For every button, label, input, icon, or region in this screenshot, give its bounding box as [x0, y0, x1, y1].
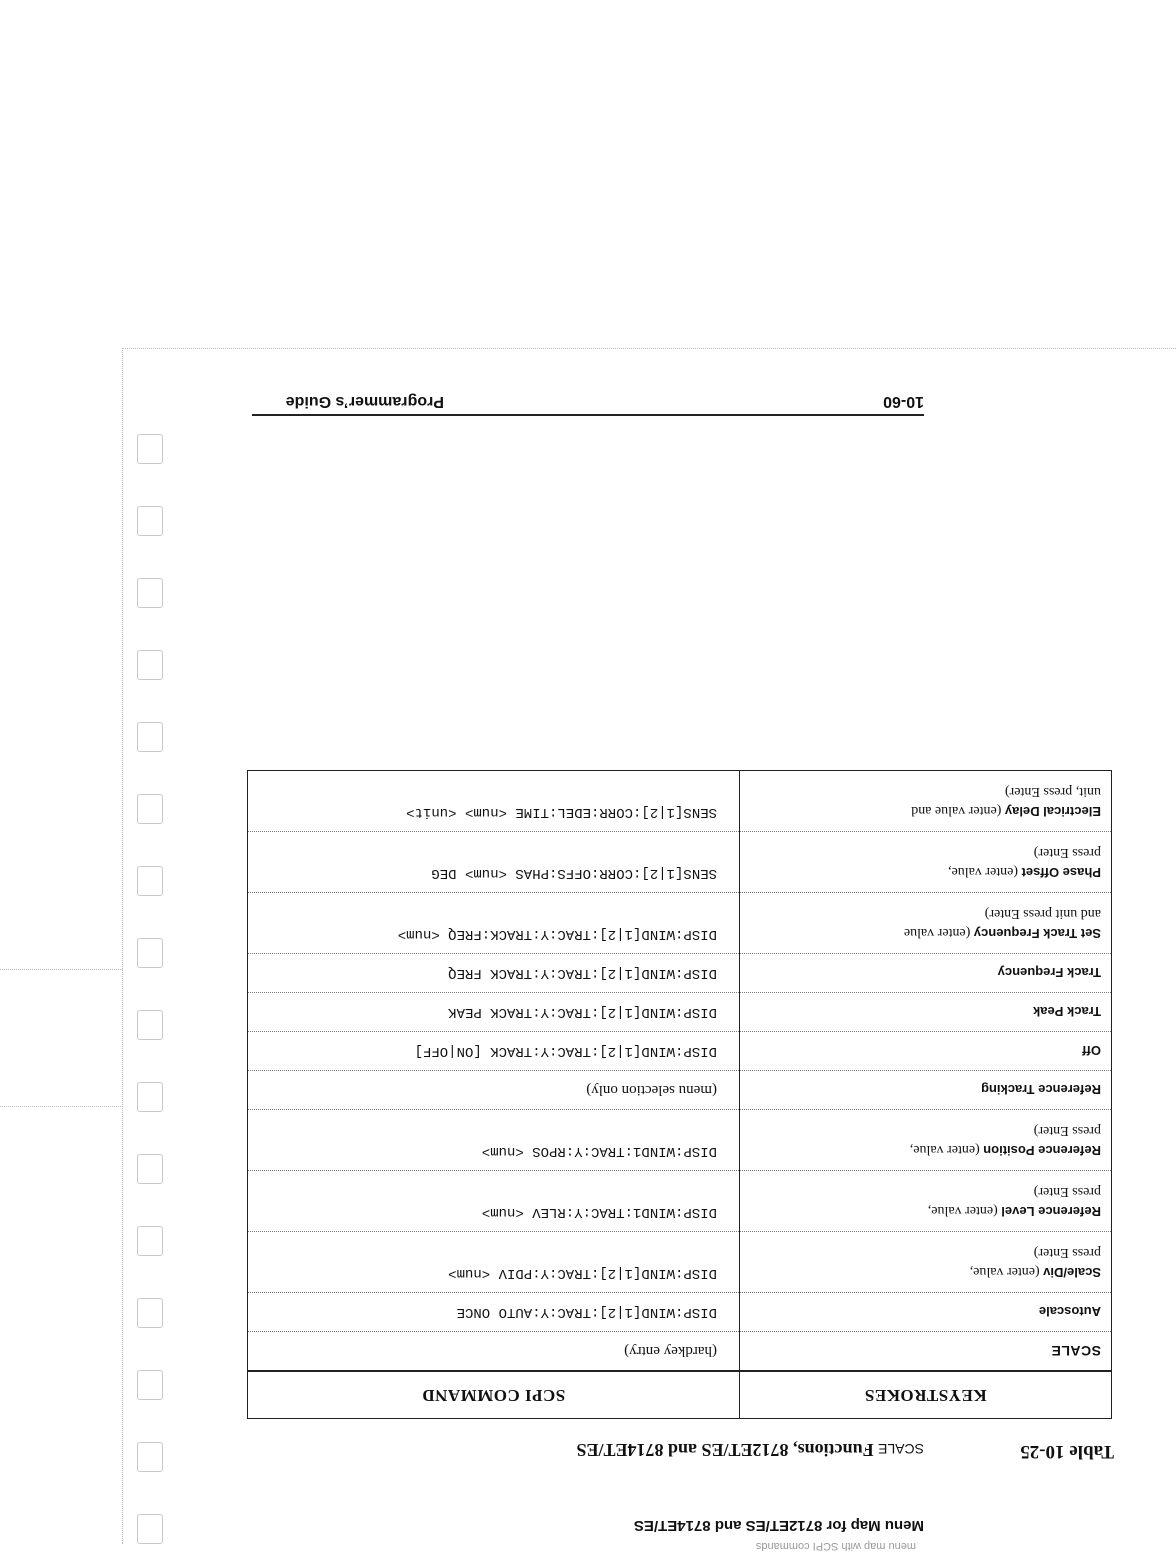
keystroke-note: (enter value, press Enter): [927, 1184, 1101, 1218]
scpi-cell: [248, 893, 740, 954]
scpi-command: DISP:WIND1:TRAC:Y:RLEV <num>: [481, 1204, 717, 1220]
table-row: [248, 1110, 1112, 1171]
binder-hole: [137, 1370, 163, 1400]
binder-hole: [137, 1226, 163, 1256]
table-row: [248, 832, 1112, 893]
scpi-cell: [248, 1293, 740, 1332]
table-row: [248, 1032, 1112, 1071]
scpi-cell: [248, 993, 740, 1032]
keystroke-label: Track Peak: [1033, 1004, 1101, 1019]
binder-hole: [137, 794, 163, 824]
table-caption: [254, 1436, 1114, 1462]
scpi-command-header: SCPI COMMAND: [248, 1371, 740, 1419]
binder-hole: [137, 1298, 163, 1328]
keystroke-note: (enter value, press Enter): [969, 1245, 1101, 1279]
fold-line: [0, 1106, 123, 1107]
table-row: [248, 1232, 1112, 1293]
scpi-cell: [248, 771, 740, 832]
table-title-scale: SCALE: [878, 1441, 924, 1457]
keystroke-label: Off: [1082, 1043, 1101, 1058]
scpi-command: (hardkey entry): [624, 1343, 717, 1359]
page-number: 10-60: [883, 393, 924, 410]
keystroke-cell: [740, 1071, 1112, 1110]
binder-hole: [137, 866, 163, 896]
binder-hole: [137, 578, 163, 608]
binder-hole: [137, 1010, 163, 1040]
footer-rule: [252, 414, 924, 416]
table-number: Table 10-25: [1020, 1441, 1114, 1462]
keystroke-label: Phase Offset: [1021, 865, 1101, 880]
keystroke-label: Electrical Delay: [1004, 804, 1101, 819]
table-row: [248, 993, 1112, 1032]
keystroke-label: Reference Level: [1001, 1204, 1101, 1219]
binder-hole: [137, 434, 163, 464]
keystroke-cell: [740, 1110, 1112, 1171]
table-row: [248, 1071, 1112, 1110]
keystroke-note: (enter value, press Enter): [948, 845, 1101, 879]
scpi-cell: [248, 832, 740, 893]
fold-line: [0, 969, 123, 970]
keystroke-cell: [740, 1232, 1112, 1293]
table-title-rest: Functions, 8712ET/ES and 8714ET/ES: [576, 1440, 874, 1460]
binder-holes: [133, 348, 163, 1544]
keystroke-cell: [740, 954, 1112, 993]
table-row: [248, 893, 1112, 954]
scpi-cell: [248, 1232, 740, 1293]
table-row: [248, 1171, 1112, 1232]
scpi-command: SENS[1|2]:CORR:OFFS:PHAS <num> DEG: [431, 865, 717, 881]
keystroke-note: (enter value and unit, press Enter): [911, 784, 1101, 818]
scpi-cell: [248, 1110, 740, 1171]
keystroke-cell: [740, 1171, 1112, 1232]
keystroke-label: Track Frequency: [997, 965, 1101, 980]
keystroke-label: Reference Tracking: [981, 1082, 1101, 1097]
keystroke-cell: [740, 893, 1112, 954]
binder-hole: [137, 1154, 163, 1184]
scpi-cell: [248, 1032, 740, 1071]
guide-title: Programmer’s Guide: [285, 393, 444, 410]
table-title: [576, 1439, 924, 1460]
cutoff-line: menu map with SCPI commands: [755, 1540, 916, 1552]
keystroke-cell: [740, 771, 1112, 832]
section-title: Menu Map for 8712ET/ES and 8714ET/ES: [633, 1517, 924, 1534]
scpi-command: DISP:WIND[1|2]:TRAC:Y:TRACK:FREQ <num>: [397, 926, 717, 942]
keystroke-label: Set Track Frequency: [973, 926, 1101, 941]
scpi-command: SENS[1|2]:CORR:EDEL:TIME <num> <unit>: [406, 804, 717, 820]
scpi-cell: [248, 1171, 740, 1232]
page-edge: [123, 348, 1176, 349]
scpi-cell: [248, 954, 740, 993]
scpi-command: DISP:WIND1:TRAC:Y:RPOS <num>: [481, 1143, 717, 1159]
keystroke-cell: [740, 832, 1112, 893]
scpi-command: DISP:WIND[1|2]:TRAC:Y:PDIV <num>: [448, 1265, 717, 1281]
keystroke-cell: [740, 1293, 1112, 1332]
binder-hole: [137, 938, 163, 968]
table-row: [248, 1293, 1112, 1332]
keystroke-note: (enter value and unit press Enter): [903, 906, 1101, 940]
keystroke-note: (enter value, press Enter): [909, 1123, 1101, 1157]
scpi-cell: [248, 1071, 740, 1110]
scpi-command: DISP:WIND[1|2]:TRAC:Y:AUTO ONCE: [456, 1304, 717, 1320]
keystroke-label: Autoscale: [1038, 1304, 1101, 1319]
scpi-command: (menu selection only): [586, 1082, 717, 1098]
table-row: [248, 1332, 1112, 1372]
binder-hole: [137, 1442, 163, 1472]
binder-hole: [137, 722, 163, 752]
keystroke-label: Reference Position: [983, 1143, 1101, 1158]
keystroke-cell: [740, 1332, 1112, 1372]
keystrokes-header: KEYSTROKES: [740, 1371, 1112, 1419]
scpi-command: DISP:WIND[1|2]:TRAC:Y:TRACK [ON|OFF]: [414, 1043, 717, 1059]
binder-hole: [137, 506, 163, 536]
table-header-row: [248, 1371, 1112, 1419]
keystroke-label: SCALE: [1051, 1343, 1101, 1359]
keystroke-cell: [740, 1032, 1112, 1071]
keystroke-label: Scale/Div: [1043, 1265, 1101, 1280]
binder-hole: [137, 1514, 163, 1544]
page-edge: [122, 348, 123, 1544]
keystroke-cell: [740, 993, 1112, 1032]
scpi-command: DISP:WIND[1|2]:TRAC:Y:TRACK PEAK: [448, 1004, 717, 1020]
scpi-command: DISP:WIND[1|2]:TRAC:Y:TRACK FREQ: [448, 965, 717, 981]
binder-hole: [137, 650, 163, 680]
table-row: [248, 771, 1112, 832]
scale-functions-table: [247, 770, 1112, 1419]
scpi-cell: [248, 1332, 740, 1372]
binder-hole: [137, 1082, 163, 1112]
table-row: [248, 954, 1112, 993]
